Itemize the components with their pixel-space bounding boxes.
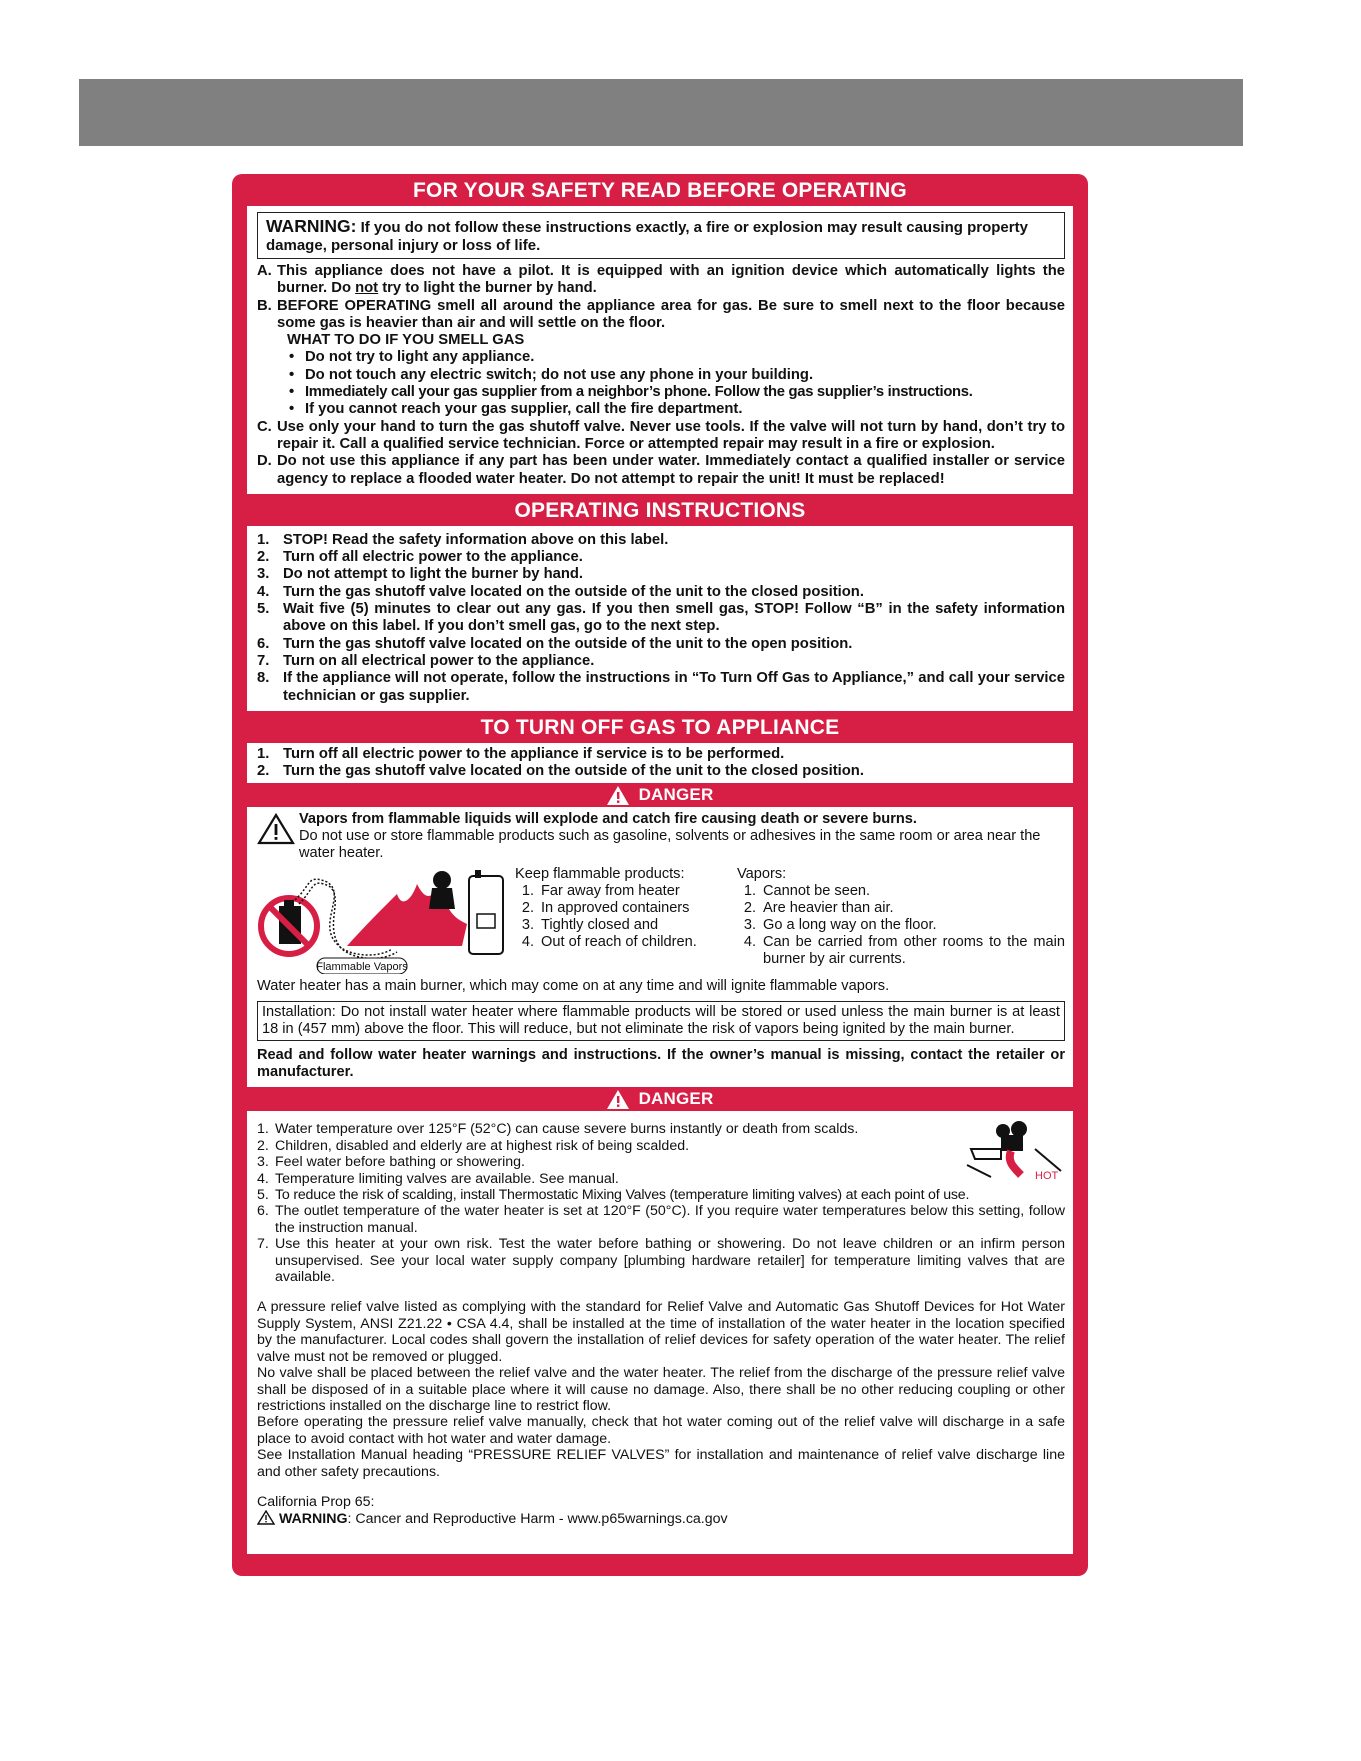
bullet-text: Immediately call your gas supplier from a neighbor’s phone. Follow the gas supplier’s instructions. xyxy=(305,384,973,401)
safety-item-d xyxy=(257,453,1065,488)
operating-step: 4. Turn the gas shutoff valve located on the outside of the unit to the closed position. xyxy=(257,584,1065,601)
turn-off-panel xyxy=(247,743,1073,784)
step-text: Turn on all electrical power to the appliance. xyxy=(283,652,595,669)
main-burner-text: Water heater has a main burner, which may come on at any time and will ignite flammable vapors. xyxy=(257,978,890,995)
scald-item: 3. Feel water before bathing or showering. xyxy=(257,1154,525,1171)
step-text: Do not attempt to light the burner by hand. xyxy=(283,566,584,583)
safety-label xyxy=(232,174,1088,1576)
keep-products-list xyxy=(515,866,737,968)
danger-header xyxy=(247,783,1073,807)
vapors-item: 3. Go a long way on the floor. xyxy=(743,917,937,934)
warning-box xyxy=(257,212,1065,259)
danger-panel-scald xyxy=(247,1111,1073,1553)
operating-step: 2. Turn off all electric power to the appliance. xyxy=(257,549,1065,566)
item-d-text: Do not use this appliance if any part has been under water. Immediately contact a qualified installer or service agency to replace a flooded water heater. Do not attempt to repair the unit! It must be replaced! xyxy=(277,453,1065,487)
keep-item: 4. Out of reach of children. xyxy=(521,934,697,951)
relief-paragraph: A pressure relief valve listed as complying with the standard for Relief Valve and Automatic Gas Shutoff Devices for Hot Water Supply System, ANSI Z21.22 • CSA 4.4, shall be installed at the time of installation of the water heater in the location specified by the manufacturer. Local codes shall govern the installation of relief devices for safety operation of the water heater. The relief valve must not be removed or plugged. xyxy=(257,1299,1065,1365)
smell-gas-bullet: • Do not touch any electric switch; do not use any phone in your building. xyxy=(289,366,814,383)
safety-item-b xyxy=(257,298,1065,333)
keep-item: 2. In approved containers xyxy=(521,900,690,917)
flammable-vapors-illustration xyxy=(257,864,515,974)
step-text: Wait five (5) minutes to clear out any gas. If you then smell gas, STOP! Follow “B” in the safety information above on this label. If you don’t smell gas, go to the next step. xyxy=(283,601,1065,635)
smell-gas-bullet: • Do not try to light any appliance. xyxy=(289,349,535,366)
hazard-lists xyxy=(515,864,1065,974)
vapors-lead xyxy=(257,811,1065,862)
vapors-lead-bold: Vapors from flammable liquids will explode and catch fire causing death or severe burns. xyxy=(299,811,917,828)
vapors-list xyxy=(737,866,1065,968)
vapors-item: 4. Can be carried from other rooms to the main burner by air currents. xyxy=(743,934,1065,968)
danger-title: DANGER xyxy=(638,785,714,805)
hot-label: HOT xyxy=(1035,1170,1059,1182)
bullet-text: Do not touch any electric switch; do not use any phone in your building. xyxy=(305,366,814,383)
step-text: Turn the gas shutoff valve located on the outside of the unit to the open position. xyxy=(283,635,853,652)
scald-item: 7. Use this heater at your own risk. Test the water before bathing or showering. Do not leave children or an infirm person unsupervised. See your local water supply company [plumbing hardware retailer] for temperature limiting valves that are available. xyxy=(257,1236,1065,1286)
operating-title: OPERATING INSTRUCTIONS xyxy=(514,498,806,522)
safety-title: FOR YOUR SAFETY READ BEFORE OPERATING xyxy=(413,179,907,202)
operating-step: 8. If the appliance will not operate, follow the instructions in “To Turn Off Gas to Appliance,” and call your service technician or gas supplier. xyxy=(257,670,1065,704)
flammable-vapors-label: Flammable Vapors xyxy=(316,961,408,974)
installation-box: Installation: Do not install water heater where flammable products will be stored or used unless the main burner is at least 18 in (457 mm) above the floor. This will reduce, but not eliminate the risk of vapors being ignited by the main burner. xyxy=(257,1001,1065,1041)
operating-panel xyxy=(247,526,1073,711)
operating-step: 7. Turn on all electrical power to the appliance. xyxy=(257,653,1065,670)
item-letter: D. xyxy=(257,453,272,470)
keep-item: 3. Tightly closed and xyxy=(521,917,659,934)
safety-item-a xyxy=(257,263,1065,298)
operating-step: 1. STOP! Read the safety information above on this label. xyxy=(257,532,1065,549)
hazard-row xyxy=(257,864,1065,974)
bullet-text: If you cannot reach your gas supplier, call the fire department. xyxy=(305,401,743,418)
safety-panel xyxy=(247,206,1073,494)
relief-paragraph: No valve shall be placed between the relief valve and the water heater. The relief from the discharge of the pressure relief valve shall be disposed of in a suitable place where it will cause no damage. Also, there shall be no other reducing coupling or other restrictions installed on the discharge line to restrict flow. xyxy=(257,1365,1065,1414)
warning-triangle-outline-icon xyxy=(257,813,295,845)
warning-triangle-icon xyxy=(607,786,629,805)
operating-step: 6. Turn the gas shutoff valve located on the outside of the unit to the open position. xyxy=(257,636,1065,653)
operating-step: 3. Do not attempt to light the burner by hand. xyxy=(257,566,1065,583)
turn-off-step: 1. Turn off all electric power to the appliance if service is to be performed. xyxy=(257,746,1065,763)
danger-panel-vapors xyxy=(247,807,1073,1087)
prop65-line xyxy=(257,1510,1065,1547)
item-letter: C. xyxy=(257,418,272,435)
scald-item: 1. Water temperature over 125°F (52°C) can cause severe burns instantly or death from scalds. xyxy=(257,1121,859,1138)
vapors-item: 2. Are heavier than air. xyxy=(743,900,894,917)
item-letter: B. xyxy=(257,297,272,314)
danger-title: DANGER xyxy=(638,1089,714,1109)
scald-item: 4. Temperature limiting valves are available. See manual. xyxy=(257,1170,619,1187)
danger-header xyxy=(247,1087,1073,1111)
turn-off-step: 2. Turn the gas shutoff valve located on the outside of the unit to the closed position. xyxy=(257,763,1065,780)
warning-label: WARNING: xyxy=(266,216,357,236)
step-text: Turn the gas shutoff valve located on the outside of the unit to the closed position. xyxy=(283,583,864,600)
vapors-lead-text: Do not use or store flammable products such as gasoline, solvents or adhesives in the same room or area near the water heater. xyxy=(299,828,1041,862)
step-text: If the appliance will not operate, follow the instructions in “To Turn Off Gas to Appliance,” and call your service technician or gas supplier. xyxy=(283,670,1065,704)
operating-step: 5. Wait five (5) minutes to clear out any gas. If you then smell gas, STOP! Follow “B” in the safety information above on this label. If you don’t smell gas, go to the next step. xyxy=(257,601,1065,635)
scald-item: 2. Children, disabled and elderly are at highest risk of being scalded. xyxy=(257,1137,690,1154)
smell-gas-heading: WHAT TO DO IF YOU SMELL GAS xyxy=(287,332,525,349)
hot-water-faucet-illustration xyxy=(961,1119,1065,1181)
item-c-text: Use only your hand to turn the gas shutoff valve. Never use tools. If the valve will not turn by hand, don’t try to repair it. Call a qualified service technician. Force or attempted repair may result in a fire or explosion. xyxy=(277,418,1065,452)
relief-paragraph: See Installation Manual heading “PRESSURE RELIEF VALVES” for installation and maintenance of relief valve discharge line and other safety precautions. xyxy=(257,1447,1065,1480)
prop65-warning-label: WARNING xyxy=(278,1511,348,1528)
item-letter: A. xyxy=(257,263,272,279)
bullet-text: Do not try to light any appliance. xyxy=(305,349,535,366)
smell-gas-bullet: • If you cannot reach your gas supplier, call the fire department. xyxy=(289,401,743,418)
item-b-text: BEFORE OPERATING smell all around the appliance area for gas. Be sure to smell next to the floor because some gas is heavier than air and will settle on the floor. xyxy=(277,297,1065,331)
turn-off-title: TO TURN OFF GAS TO APPLIANCE xyxy=(480,715,840,739)
vapors-heading: Vapors: xyxy=(737,866,787,883)
scald-item: 6. The outlet temperature of the water heater is set at 120°F (50°C). If you require water temperatures below this setting, follow the instruction manual. xyxy=(257,1203,1065,1236)
step-text: STOP! Read the safety information above on this label. xyxy=(283,531,669,548)
safety-item-c xyxy=(257,419,1065,454)
prop65-text: : Cancer and Reproductive Harm - www.p65warnings.ca.gov xyxy=(347,1511,728,1528)
item-a-text-2: try to light the burner by hand. xyxy=(378,280,597,297)
read-follow-text: Read and follow water heater warnings and instructions. If the owner’s manual is missing, contact the retailer or manufacturer. xyxy=(257,1047,1065,1081)
scald-item: 5. To reduce the risk of scalding, install Thermostatic Mixing Valves (temperature limiting valves) at each point of use. xyxy=(257,1187,970,1204)
prop65-heading: California Prop 65: xyxy=(257,1493,375,1510)
step-text: Turn off all electric power to the appliance. xyxy=(283,549,583,566)
warning-triangle-small-icon xyxy=(257,1510,275,1525)
keep-item: 1. Far away from heater xyxy=(521,883,680,900)
warning-text: If you do not follow these instructions exactly, a fire or explosion may result causing property damage, personal injury or loss of life. xyxy=(266,219,1028,254)
step-text: Turn off all electric power to the appliance if service is to be performed. xyxy=(283,745,785,762)
header-bar xyxy=(79,79,1243,146)
vapors-item: 1. Cannot be seen. xyxy=(743,883,871,900)
keep-heading: Keep flammable products: xyxy=(515,866,685,883)
smell-gas-bullet: • Immediately call your gas supplier from a neighbor’s phone. Follow the gas supplier’s instructions. xyxy=(289,384,973,401)
item-a-not: not xyxy=(355,280,379,297)
relief-paragraph: Before operating the pressure relief valve manually, check that hot water coming out of the relief valve will discharge in a safe place to avoid contact with hot water and water damage. xyxy=(257,1414,1065,1447)
warning-triangle-icon xyxy=(607,1090,629,1109)
item-a-text-1: This appliance does not have a pilot. It is equipped with an ignition device which automatically lights the burner. Do xyxy=(277,263,1065,297)
step-text: Turn the gas shutoff valve located on the outside of the unit to the closed position. xyxy=(283,763,864,780)
